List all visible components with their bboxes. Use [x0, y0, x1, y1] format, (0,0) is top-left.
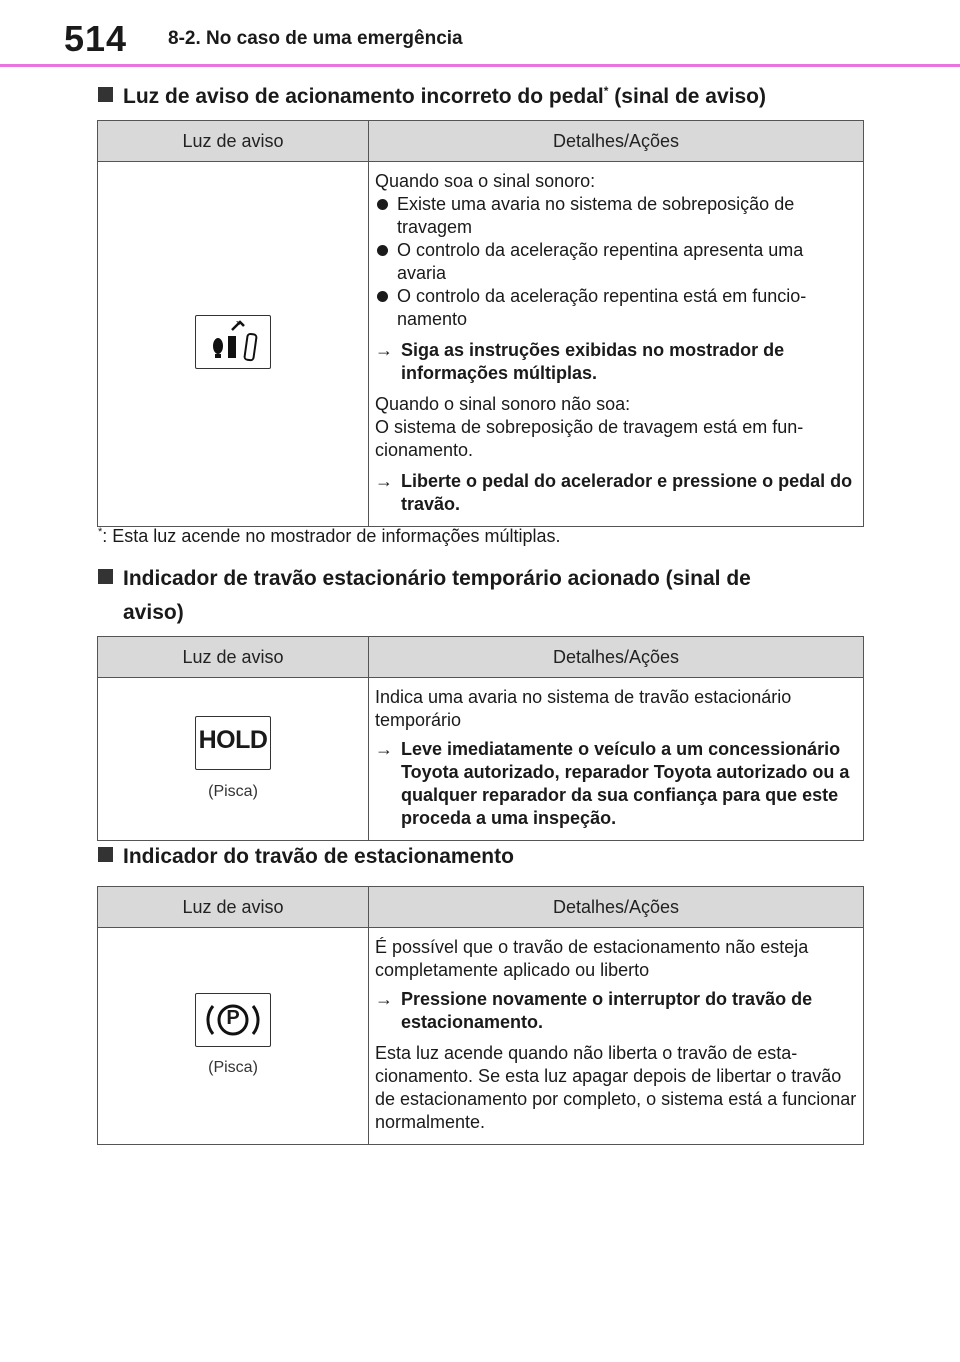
- heading-sup: *: [603, 84, 609, 98]
- column-header-details: Detalhes/Ações: [369, 887, 864, 928]
- parking-brake-icon: [195, 993, 271, 1047]
- action-item: [375, 470, 857, 516]
- footnote-text: : Esta luz acende no mostrador de informações múltiplas.: [102, 526, 561, 546]
- column-header-details: Detalhes/Ações: [369, 121, 864, 162]
- bullet-item: O controlo da aceleração repentina está em funcionamento: [375, 285, 857, 331]
- pedal-misoperation-icon: [195, 315, 271, 369]
- arrow-icon: →: [375, 739, 393, 759]
- square-bullet-icon: [98, 87, 113, 102]
- page-header: [0, 0, 960, 66]
- action-item: [375, 738, 857, 830]
- square-bullet-icon: [98, 847, 113, 862]
- action-text: Pressione novamente o interruptor do travão de estacionamento.: [401, 989, 813, 1032]
- details-cell: [369, 678, 864, 841]
- details-cell: [369, 162, 864, 527]
- detail-text: Esta luz acende quando não liberta o travão de estacionamento. Se esta luz apagar depois de libertar o travão de estacionamento por completo, o sistema está a funcionar normalmente.: [375, 1043, 857, 1132]
- heading-text: Indicador de travão estacionário temporário acionado (sinal de: [123, 567, 751, 590]
- page-number: 514: [64, 18, 128, 59]
- column-header-light: Luz de aviso: [98, 637, 369, 678]
- intro-text: Quando o sinal sonoro não soa:: [375, 394, 631, 414]
- detail-text: É possível que o travão de estacionamento não esteja completamente aplicado ou liberto: [375, 937, 809, 980]
- column-header-light: Luz de aviso: [98, 121, 369, 162]
- parking-brake-icon-text: P: [226, 1007, 240, 1029]
- details-cell: [369, 928, 864, 1145]
- bullet-item: O controlo da aceleração repentina apresenta uma avaria: [375, 239, 857, 285]
- heading-text: Indicador do travão de estacionamento: [123, 845, 514, 868]
- icon-cell: [98, 162, 369, 527]
- icon-cell: [98, 678, 369, 841]
- heading-hold-indicator: [98, 562, 751, 630]
- footnote: [98, 526, 561, 547]
- arrow-icon: →: [375, 989, 393, 1009]
- heading-pedal-warning: [98, 74, 766, 114]
- action-text: Liberte o pedal do acelerador e pressione o pedal do travão.: [401, 471, 853, 514]
- heading-parking-brake: [98, 840, 514, 874]
- arrow-icon: →: [375, 471, 393, 491]
- table-pedal-warning: [97, 120, 864, 527]
- bullet-item: Existe uma avaria no sistema de sobreposição de travagem: [375, 193, 857, 239]
- heading-text: Luz de aviso de acionamento incorreto do pedal: [123, 85, 604, 108]
- column-header-details: Detalhes/Ações: [369, 637, 864, 678]
- column-header-light: Luz de aviso: [98, 887, 369, 928]
- action-item: [375, 339, 857, 385]
- icon-cell: [98, 928, 369, 1145]
- arrow-icon: →: [375, 340, 393, 360]
- blink-label: (Pisca): [208, 1059, 258, 1076]
- action-text: Siga as instruções exibidas no mostrador de informações múltiplas.: [401, 340, 785, 383]
- heading-suffix: (sinal de aviso): [608, 85, 766, 108]
- action-item: [375, 988, 857, 1034]
- table-parking-brake: [97, 886, 864, 1145]
- heading-text-continued: aviso): [123, 601, 184, 624]
- detail-text: Indica uma avaria no sistema de travão estacionário temporário: [375, 687, 792, 730]
- table-hold-indicator: [97, 636, 864, 841]
- blink-label: (Pisca): [208, 782, 258, 800]
- section-title: 8-2. No caso de uma emergência: [168, 28, 463, 49]
- hold-icon-text: HOLD: [198, 725, 268, 754]
- header-rule: [0, 64, 960, 67]
- footnote-mark: *: [98, 526, 103, 538]
- intro-text: Quando soa o sinal sonoro:: [375, 171, 596, 191]
- square-bullet-icon: [98, 569, 113, 584]
- detail-text: O sistema de sobreposição de travagem está em funcionamento.: [375, 417, 804, 460]
- hold-icon: [195, 716, 271, 770]
- action-text: Leve imediatamente o veículo a um concessionário Toyota autorizado, reparador Toyota autorizado ou a qualquer reparador da sua confiança para que este proceda a uma inspeção.: [401, 739, 850, 828]
